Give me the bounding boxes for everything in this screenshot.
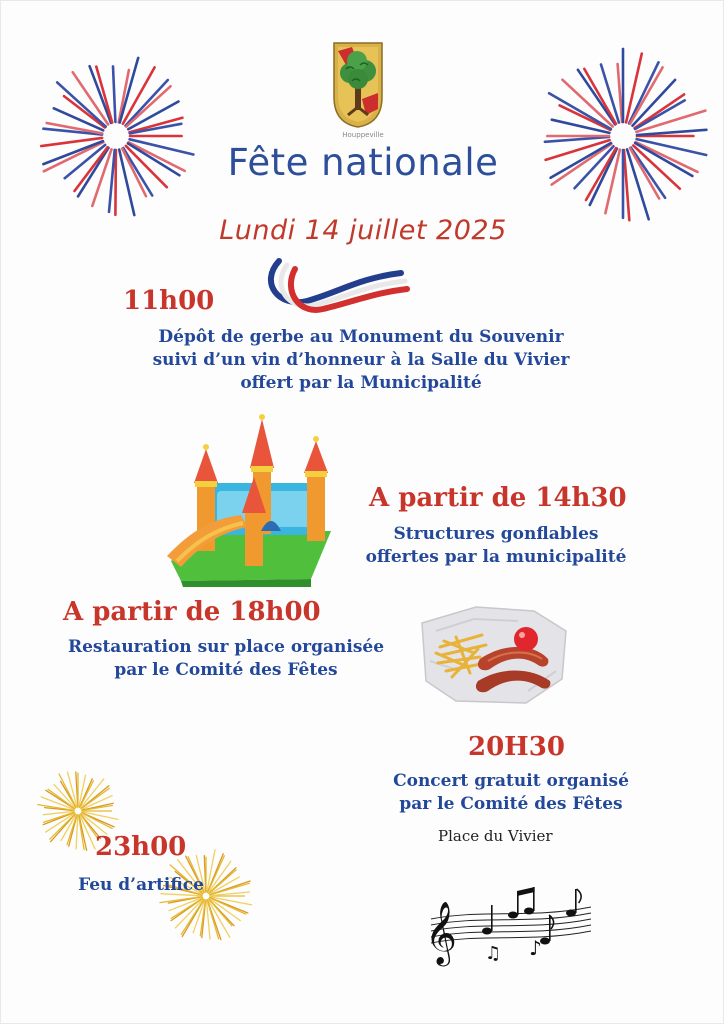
event-location: Place du Vivier (438, 827, 553, 845)
event-line: suivi d’un vin d’honneur à la Salle du Vivier (152, 350, 570, 370)
event-line: Restauration sur place organisée (67, 637, 385, 657)
event-time-23h00: 23h00 (95, 832, 187, 862)
event-time-14h30: A partir de 14h30 (369, 483, 627, 513)
event-line: offert par la Municipalité (240, 373, 482, 393)
event-description-18h00 (31, 636, 421, 682)
event-time-11h00: 11h00 (123, 286, 215, 316)
event-date: Lundi 14 juillet 2025 (219, 215, 507, 246)
event-line: par le Comité des Fêtes (399, 794, 623, 814)
coat-of-arms-icon (332, 41, 384, 129)
event-description-11h00 (61, 326, 661, 395)
sausage-fries-icon (416, 601, 571, 709)
svg-text:♫: ♫ (485, 943, 502, 964)
event-description-20h30 (361, 770, 661, 816)
event-line: Feu d’artifice (78, 875, 204, 895)
event-description-23h00 (41, 874, 241, 897)
bouncy-castle-icon (161, 411, 336, 586)
svg-text:𝄞: 𝄞 (425, 901, 457, 964)
event-line: Dépôt de gerbe au Monument du Souvenir (158, 327, 564, 347)
event-line: offertes par la municipalité (365, 547, 627, 567)
event-time-18h00: A partir de 18h00 (63, 597, 321, 627)
town-caption: Houppeville (342, 131, 384, 139)
event-line: Structures gonflables (393, 524, 599, 544)
tricolor-ribbon-icon (259, 253, 409, 318)
music-notes-icon (421, 889, 601, 969)
event-line: Concert gratuit organisé (393, 771, 629, 791)
event-time-20h30: 20H30 (468, 732, 565, 762)
svg-text:♪: ♪ (529, 936, 542, 960)
event-description-14h30 (331, 523, 661, 569)
poster-title: Fête nationale (227, 141, 499, 184)
event-line: par le Comité des Fêtes (114, 660, 338, 680)
